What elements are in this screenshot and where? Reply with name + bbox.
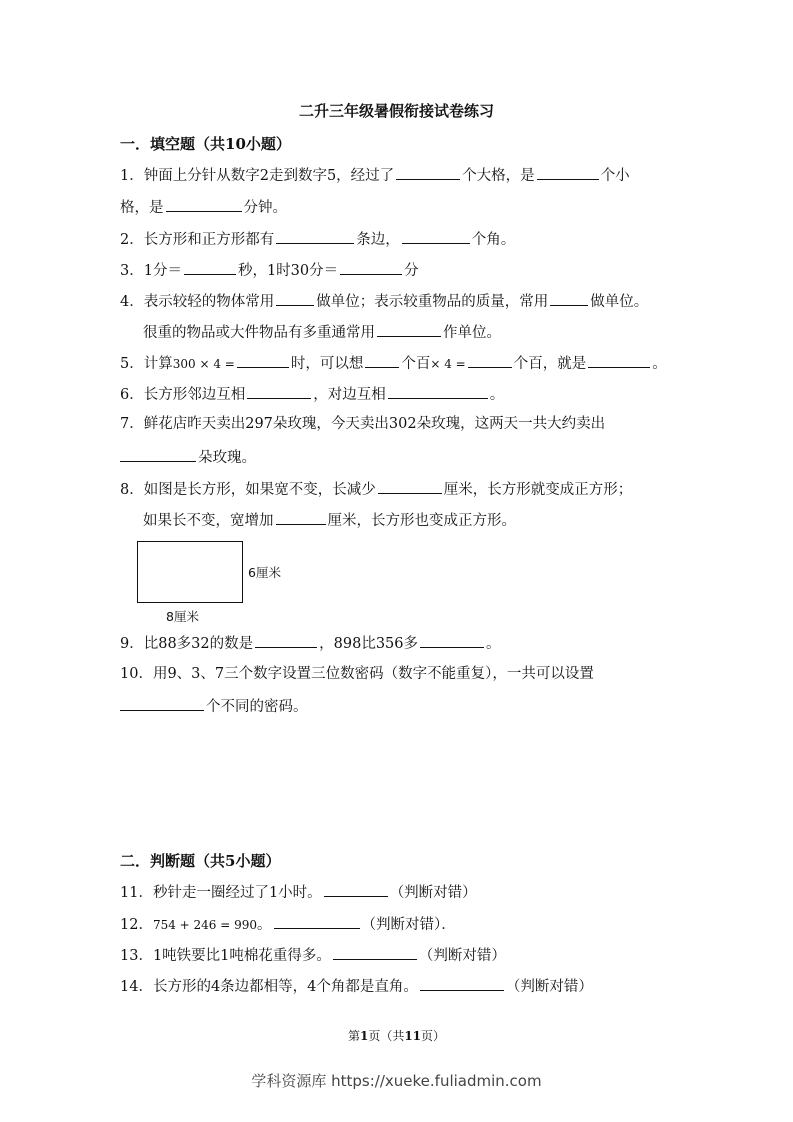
answer-blank[interactable] [378, 477, 442, 494]
question-text: 。 [486, 636, 501, 652]
section-heading-true-false: 二．判断题（共5小题） [120, 852, 281, 870]
question-text: 11．秒针走一圈经过了1小时。 [120, 885, 322, 901]
answer-blank[interactable] [276, 289, 314, 306]
question-12 [120, 912, 456, 936]
page-number: 1 [359, 1029, 369, 1043]
question-text: 分 [404, 263, 419, 279]
section-heading-fill-blank: 一．填空题（共10小题） [120, 135, 291, 153]
answer-blank[interactable] [255, 631, 317, 648]
question-text: （判断对错） [505, 979, 593, 995]
question-text: 10．用9、3、7三个数字设置三位数密码（数字不能重复），一共可以设置 [120, 666, 594, 682]
answer-blank[interactable] [333, 943, 417, 960]
question-text: 如果长不变，宽增加 [143, 513, 274, 529]
answer-blank[interactable] [420, 631, 484, 648]
question-7-line-1 [120, 413, 605, 435]
question-2 [120, 227, 515, 251]
page-footer [0, 1027, 793, 1044]
answer-blank[interactable] [377, 320, 441, 337]
question-5 [120, 351, 667, 375]
question-text: ，898比356多 [319, 636, 418, 652]
question-13 [120, 943, 506, 967]
question-text: 个大格，是 [462, 168, 535, 184]
question-text: 厘米，长方形就变成正方形； [443, 482, 633, 498]
question-text: 分钟。 [243, 200, 287, 216]
answer-blank[interactable] [537, 163, 599, 180]
question-text: 。 [489, 387, 505, 403]
answer-blank[interactable] [420, 974, 504, 991]
question-text: 3．1分＝ [120, 263, 182, 279]
question-8-line-2 [143, 508, 516, 532]
answer-blank[interactable] [247, 382, 311, 399]
question-text: 2．长方形和正方形都有 [120, 232, 275, 248]
question-8-line-1 [120, 477, 632, 501]
question-text: 朵玫瑰。 [198, 450, 256, 466]
question-text: 13．1吨铁要比1吨棉花重得多。 [120, 948, 331, 964]
answer-blank[interactable] [388, 382, 488, 399]
answer-blank[interactable] [340, 258, 402, 275]
length-label: 8厘米 [166, 609, 199, 624]
question-14 [120, 974, 593, 998]
question-10-line-1 [120, 663, 594, 685]
question-text: 。 [652, 356, 667, 372]
answer-blank[interactable] [184, 258, 236, 275]
rectangle-figure [137, 541, 243, 603]
question-text: 条边， [356, 232, 400, 248]
question-text: （判断对错） [389, 885, 477, 901]
math-expression: 300 × 4 = [172, 357, 235, 371]
question-4-line-1 [120, 289, 648, 313]
answer-blank[interactable] [550, 289, 588, 306]
answer-blank[interactable] [120, 694, 204, 711]
question-7-line-2 [120, 445, 256, 469]
question-text: ，对边互相 [313, 387, 386, 403]
question-text: 9．比88多32的数是 [120, 636, 254, 652]
footer-text: 页） [421, 1029, 446, 1043]
question-text: 个小 [600, 168, 630, 184]
answer-blank[interactable] [365, 351, 399, 368]
question-text: 5．计算 [120, 356, 173, 372]
question-text: 12． [120, 917, 153, 933]
question-3 [120, 258, 419, 282]
question-text: 6．长方形邻边互相 [120, 387, 246, 403]
math-expression: × 4 = [430, 357, 466, 371]
watermark: 学科资源库 https://xueke.fuliadmin.com [251, 1072, 542, 1090]
footer-text: 第 [347, 1029, 360, 1043]
answer-blank[interactable] [468, 351, 512, 368]
question-10-line-2 [120, 694, 308, 718]
question-text: 14．长方形的4条边都相等，4个角都是直角。 [120, 979, 418, 995]
answer-blank[interactable] [166, 195, 242, 212]
question-text: 秒，1时30分＝ [237, 263, 339, 279]
question-text: 个百，就是 [513, 356, 587, 372]
answer-blank[interactable] [120, 445, 196, 462]
answer-blank[interactable] [274, 912, 360, 929]
answer-blank[interactable] [396, 163, 460, 180]
question-text: 。 [257, 917, 272, 933]
question-text: 时，可以想 [290, 356, 364, 372]
answer-blank[interactable] [276, 227, 354, 244]
question-text: 个角。 [471, 232, 516, 248]
page-title: 二升三年级暑假衔接试卷练习 [298, 102, 494, 120]
question-text: 做单位。 [590, 294, 649, 310]
question-1-line-1 [120, 163, 630, 187]
answer-blank[interactable] [402, 227, 470, 244]
question-11 [120, 880, 477, 904]
width-label: 6厘米 [248, 565, 281, 580]
question-text: 个百 [401, 356, 431, 372]
question-1-line-2 [120, 195, 287, 219]
question-6 [120, 382, 504, 406]
footer-text: 页（共 [368, 1029, 405, 1043]
question-text: 个不同的密码。 [206, 699, 308, 715]
question-text: 很重的物品或大件物品有多重通常用 [143, 325, 375, 341]
answer-blank[interactable] [588, 351, 650, 368]
question-text: 做单位；表示较重物品的质量，常用 [316, 294, 549, 310]
question-text: 7．鲜花店昨天卖出297朵玫瑰，今天卖出302朵玫瑰，这两天一共大约卖出 [120, 416, 606, 432]
question-text: （判断对错） [418, 948, 506, 964]
question-text: 4．表示较轻的物体常用 [120, 294, 275, 310]
question-9 [120, 631, 501, 655]
question-text: 格，是 [120, 200, 164, 216]
question-text: 8．如图是长方形，如果宽不变，长减少 [120, 482, 376, 498]
question-text: 1．钟面上分针从数字2走到数字5，经过了 [120, 168, 395, 184]
question-4-line-2 [143, 320, 501, 344]
question-text: 厘米，长方形也变成正方形。 [327, 513, 516, 529]
answer-blank[interactable] [276, 508, 326, 525]
answer-blank[interactable] [324, 880, 388, 897]
answer-blank[interactable] [237, 351, 289, 368]
math-expression: 754 + 246 = 990 [152, 918, 258, 932]
question-text: 作单位。 [443, 325, 501, 341]
total-pages: 11 [404, 1029, 422, 1043]
question-text: （判断对错）． [361, 917, 456, 933]
